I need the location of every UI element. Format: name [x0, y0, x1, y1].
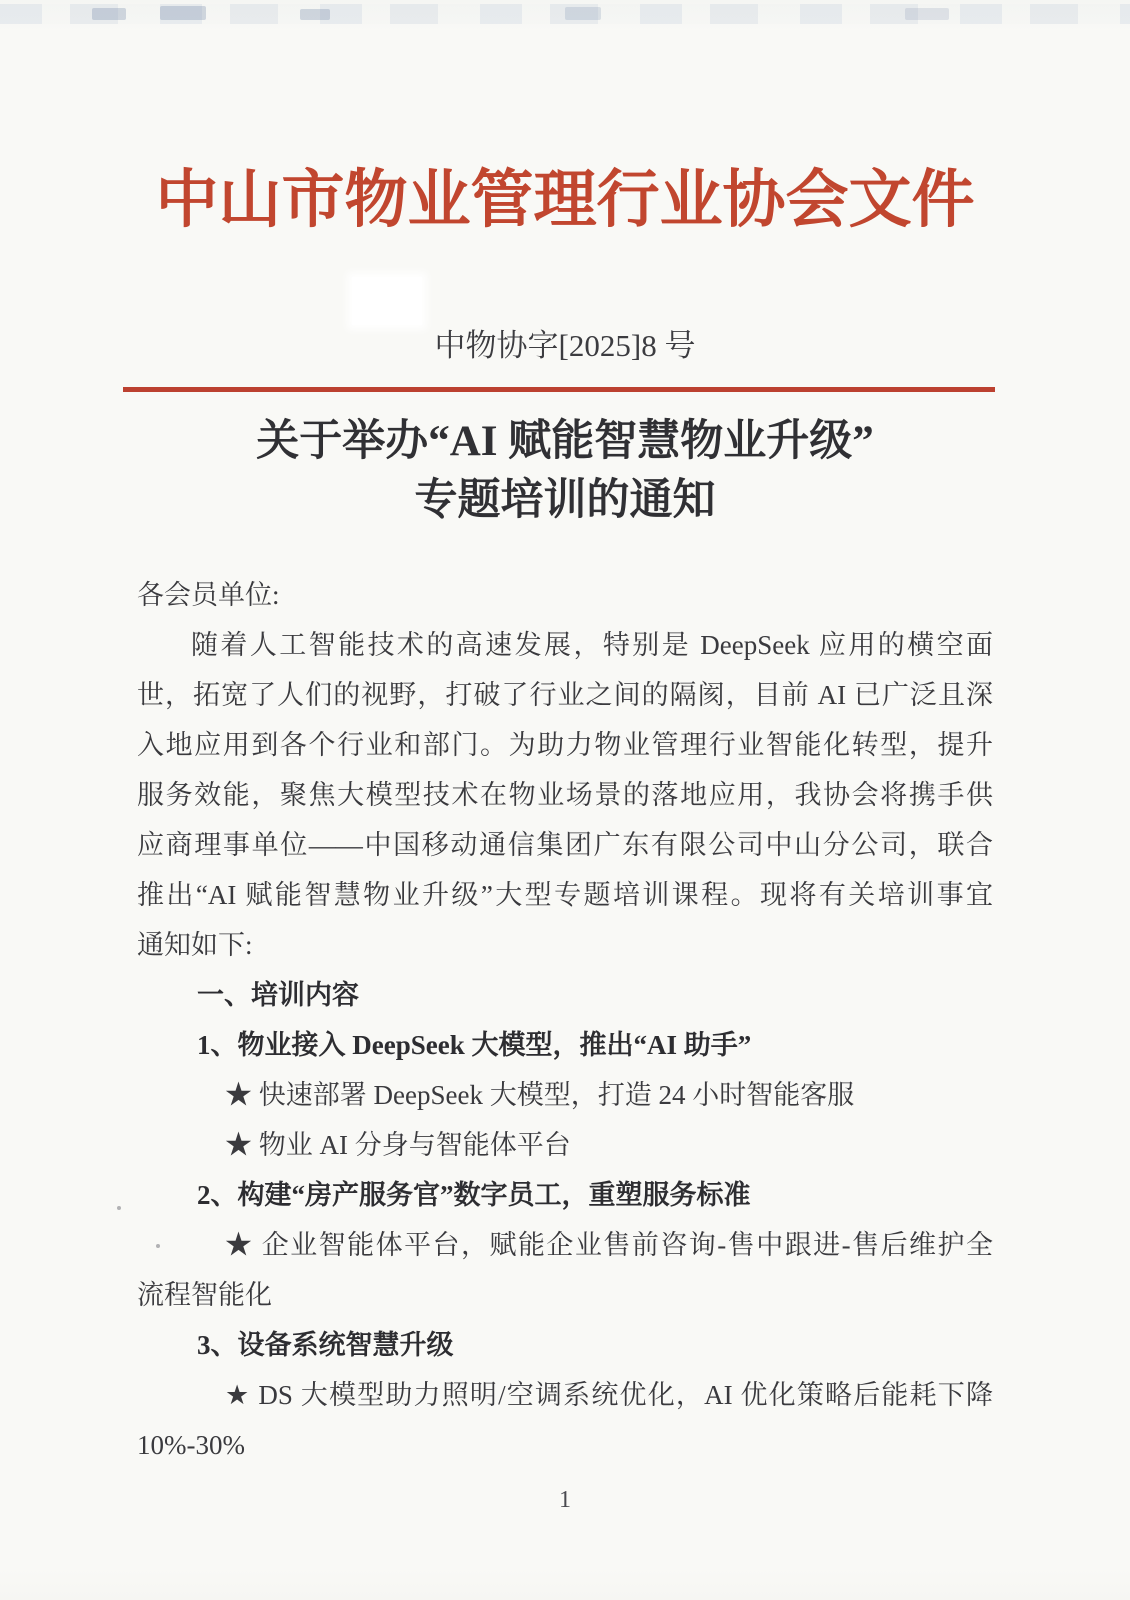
scan-artifact: [92, 8, 126, 20]
body-line: 各会员单位:: [137, 580, 280, 610]
body-line: 服务效能，聚焦大模型技术在物业场景的落地应用，我协会将携手供: [137, 780, 993, 810]
body-line: ★ 企业智能体平台，赋能企业售前咨询-售中跟进-售后维护全: [225, 1230, 993, 1260]
scan-artifact: [160, 6, 206, 20]
scan-artifact: [565, 7, 601, 20]
scan-artifact: [905, 8, 949, 20]
body-line: 通知如下:: [137, 930, 253, 960]
document-title-line2: 专题培训的通知: [414, 477, 716, 524]
body-line: 应商理事单位——中国移动通信集团广东有限公司中山分公司，联合: [137, 830, 993, 860]
body-text: [137, 570, 993, 1470]
scan-speck: [156, 1244, 160, 1248]
body-line: ★ 物业 AI 分身与智能体平台: [225, 1130, 571, 1160]
body-line: ★ 快速部署 DeepSeek 大模型，打造 24 小时智能客服: [225, 1080, 855, 1110]
body-line: 入地应用到各个行业和部门。为助力物业管理行业智能化转型，提升: [137, 730, 993, 760]
body-line: 1、物业接入 DeepSeek 大模型，推出“AI 助手”: [197, 1030, 752, 1060]
red-divider-rule: [123, 387, 995, 392]
page-number: 1: [559, 1487, 571, 1513]
body-line: ★ DS 大模型助力照明/空调系统优化，AI 优化策略后能耗下降: [225, 1380, 993, 1410]
document-title-line1: 关于举办“AI 赋能智慧物业升级”: [256, 418, 874, 465]
body-line: 随着人工智能技术的高速发展，特别是 DeepSeek 应用的横空面: [191, 630, 993, 660]
document-title: [0, 412, 1130, 530]
body-line: 一、培训内容: [197, 980, 359, 1010]
whiteout-patch: [352, 277, 422, 325]
body-line: 3、设备系统智慧升级: [197, 1330, 454, 1360]
body-line: 2、构建“房产服务官”数字员工，重塑服务标准: [197, 1180, 751, 1210]
body-line: 推出“AI 赋能智慧物业升级”大型专题培训课程。现将有关培训事宜: [137, 880, 993, 910]
scan-speck: [117, 1206, 121, 1210]
body-line: 世，拓宽了人们的视野，打破了行业之间的隔阂，目前 AI 已广泛且深: [137, 680, 993, 710]
organization-header: 中山市物业管理行业协会文件: [155, 165, 975, 235]
scan-artifact: [300, 9, 330, 20]
document-number: 中物协字[2025]8 号: [434, 328, 696, 363]
body-line: 流程智能化: [137, 1280, 272, 1310]
body-line: 10%-30%: [137, 1430, 245, 1460]
